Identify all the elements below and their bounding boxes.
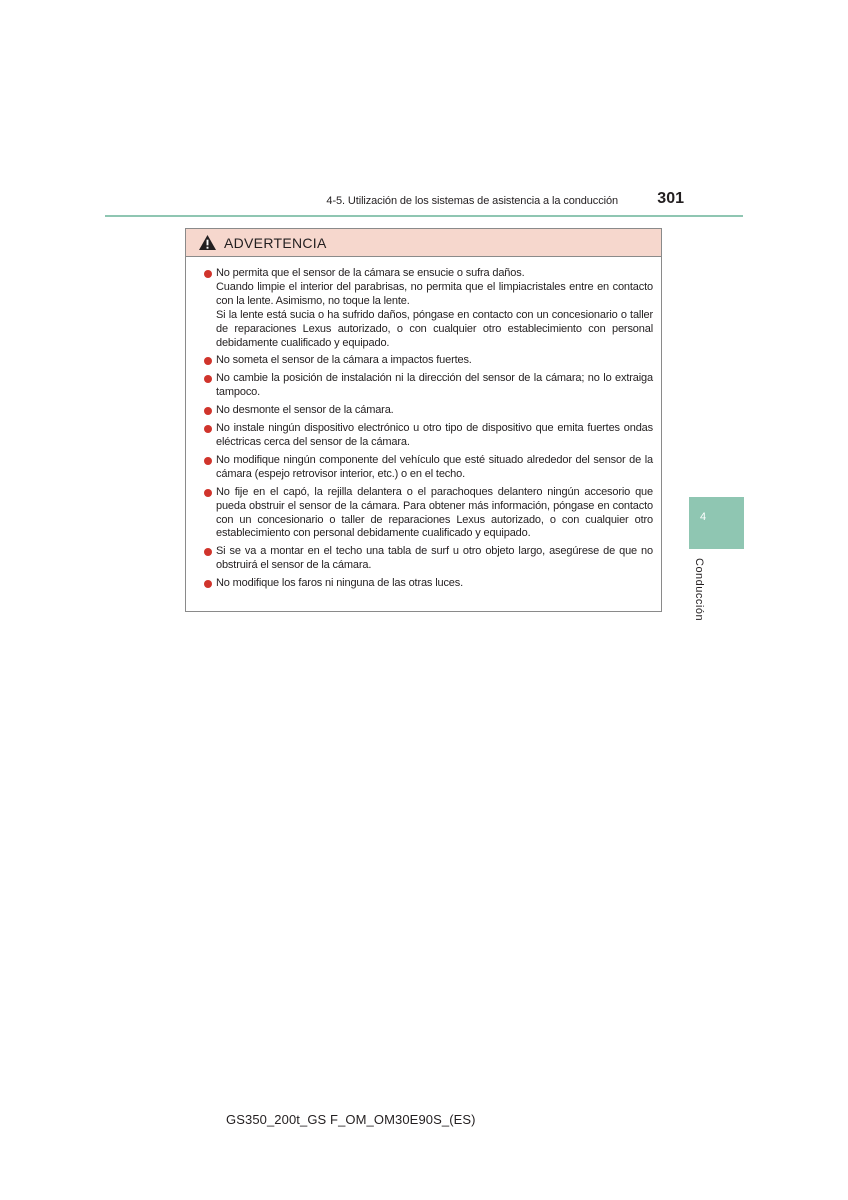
bullet-icon bbox=[204, 407, 212, 415]
warning-item-text: Si la lente está sucia o ha sufrido daños, póngase en contacto con un concesionario o taller de reparaciones Lexus autorizado, o con cualquier otro establecimiento con personal debidamente cualificado y equipado. bbox=[216, 308, 653, 349]
warning-item bbox=[204, 422, 653, 450]
warning-item-text: No cambie la posición de instalación ni la dirección del sensor de la cámara; no lo extraiga tampoco. bbox=[216, 372, 653, 399]
warning-box bbox=[185, 228, 662, 612]
warning-item bbox=[204, 545, 653, 573]
warning-item-text: No permita que el sensor de la cámara se ensucie o sufra daños. bbox=[216, 267, 525, 279]
warning-item bbox=[204, 454, 653, 482]
page-number: 301 bbox=[657, 190, 684, 207]
warning-item bbox=[204, 486, 653, 542]
warning-item-text: No fije en el capó, la rejilla delantera o el parachoques delantero ningún accesorio que pueda obstruir el sensor de la cámara. Para obtener más información, póngase en contacto con un concesionario o taller de reparaciones Lexus autorizado, o con cualquier otro establecimiento con personal debidamente cualificado y equipado. bbox=[216, 485, 653, 540]
warning-triangle-icon bbox=[198, 234, 217, 251]
bullet-icon bbox=[204, 457, 212, 465]
warning-item-text: No desmonte el sensor de la cámara. bbox=[216, 404, 394, 417]
bullet-icon bbox=[204, 357, 212, 365]
warning-item-text: No modifique los faros ni ninguna de las otras luces. bbox=[216, 577, 464, 590]
chapter-label: Conducción bbox=[693, 558, 705, 622]
warning-list bbox=[186, 257, 661, 591]
warning-item bbox=[204, 372, 653, 400]
warning-item-text: No modifique ningún componente del vehículo que esté situado alrededor del sensor de la cámara (espejo retrovisor interior, etc.) o en el techo. bbox=[216, 453, 653, 480]
chapter-tab bbox=[689, 497, 744, 549]
warning-title: ADVERTENCIA bbox=[224, 234, 327, 251]
warning-header bbox=[186, 229, 661, 257]
section-title: 4-5. Utilización de los sistemas de asistencia a la conducción bbox=[326, 195, 618, 207]
warning-item bbox=[204, 577, 653, 591]
warning-item bbox=[204, 404, 653, 418]
warning-item-text: No instale ningún dispositivo electrónico u otro tipo de dispositivo que emita fuertes ondas eléctricas cerca del sensor de la cámara. bbox=[216, 422, 653, 448]
bullet-icon bbox=[204, 548, 212, 556]
bullet-icon bbox=[204, 489, 212, 497]
warning-item-text: Cuando limpie el interior del parabrisas, no permita que el limpiacristales entre en contacto con la lente. Asimismo, no toque la lente. bbox=[216, 280, 653, 307]
warning-item-text: No someta el sensor de la cámara a impactos fuertes. bbox=[216, 354, 472, 367]
warning-item-text: Si se va a montar en el techo una tabla de surf u otro objeto largo, asegúrese de que no obstruirá el sensor de la cámara. bbox=[216, 545, 653, 572]
bullet-icon bbox=[204, 375, 212, 383]
bullet-icon bbox=[204, 425, 212, 433]
warning-item bbox=[204, 354, 653, 368]
header-rule bbox=[105, 215, 743, 217]
footer-code: GS350_200t_GS F_OM_OM30E90S_(ES) bbox=[226, 1112, 476, 1127]
bullet-icon bbox=[204, 270, 212, 278]
warning-item bbox=[204, 267, 653, 350]
chapter-number: 4 bbox=[699, 511, 707, 523]
bullet-icon bbox=[204, 580, 212, 588]
